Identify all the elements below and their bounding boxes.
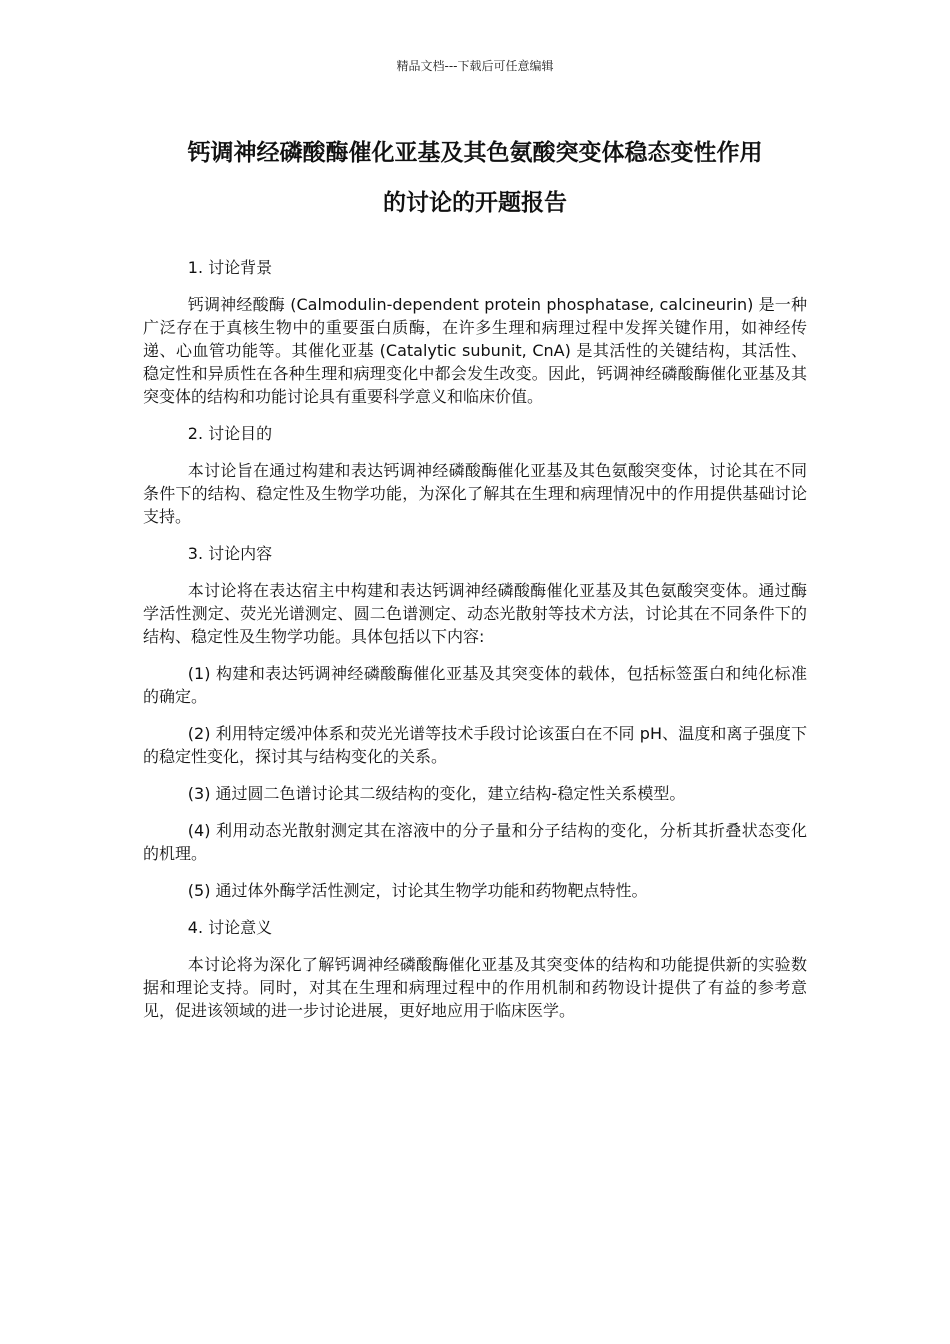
section-heading-purpose: 2. 讨论目的 xyxy=(187,424,273,443)
section-heading-background: 1. 讨论背景 xyxy=(187,258,273,277)
content-item-2: (2) 利用特定缓冲体系和荧光光谱等技术手段讨论该蛋白在不同 pH、温度和离子强度下的稳定性变化，探讨其与结构变化的关系。 xyxy=(143,724,807,766)
section-heading-significance: 4. 讨论意义 xyxy=(187,918,273,937)
paragraph-content-intro: 本讨论将在表达宿主中构建和表达钙调神经磷酸酶催化亚基及其色氨酸突变体。通过酶学活性测定、荧光光谱测定、圆二色谱测定、动态光散射等技术方法，讨论其在不同条件下的结构、稳定性及生物学功能。具体包括以下内容: xyxy=(143,581,807,646)
paragraph-background: 钙调神经酸酶 (Calmodulin-dependent protein phosphatase, calcineurin) 是一种广泛存在于真核生物中的重要蛋白质酶，在许多生理和病理过程中发挥关键作用，如神经传递、心血管功能等。其催化亚基 (Catalytic subunit, CnA) 是其活性的关键结构，其活性、稳定性和异质性在各种生理和病理变化中都会发生改变。因此，钙调神经磷酸酶催化亚基及其突变体的结构和功能讨论具有重要科学意义和临床价值。 xyxy=(143,295,807,406)
document-body xyxy=(143,256,807,1036)
document-title-line-1: 钙调神经磷酸酶催化亚基及其色氨酸突变体稳态变性作用 xyxy=(187,140,763,166)
document-title xyxy=(143,128,807,228)
content-item-4: (4) 利用动态光散射测定其在溶液中的分子量和分子结构的变化，分析其折叠状态变化的机理。 xyxy=(143,821,807,863)
content-item-5: (5) 通过体外酶学活性测定，讨论其生物学功能和药物靶点特性。 xyxy=(187,881,648,900)
content-item-3: (3) 通过圆二色谱讨论其二级结构的变化，建立结构-稳定性关系模型。 xyxy=(187,784,686,803)
content-item-1: (1) 构建和表达钙调神经磷酸酶催化亚基及其突变体的载体，包括标签蛋白和纯化标准的确定。 xyxy=(143,664,807,706)
document-title-line-2: 的讨论的开题报告 xyxy=(383,190,567,216)
section-heading-content: 3. 讨论内容 xyxy=(187,544,273,563)
paragraph-purpose: 本讨论旨在通过构建和表达钙调神经磷酸酶催化亚基及其色氨酸突变体，讨论其在不同条件下的结构、稳定性及生物学功能，为深化了解其在生理和病理情况中的作用提供基础讨论支持。 xyxy=(143,461,807,526)
page-header-note: 精品文档---下载后可任意编辑 xyxy=(396,59,554,73)
paragraph-significance: 本讨论将为深化了解钙调神经磷酸酶催化亚基及其突变体的结构和功能提供新的实验数据和理论支持。同时，对其在生理和病理过程中的作用机制和药物设计提供了有益的参考意见，促进该领域的进一步讨论进展，更好地应用于临床医学。 xyxy=(143,955,807,1020)
